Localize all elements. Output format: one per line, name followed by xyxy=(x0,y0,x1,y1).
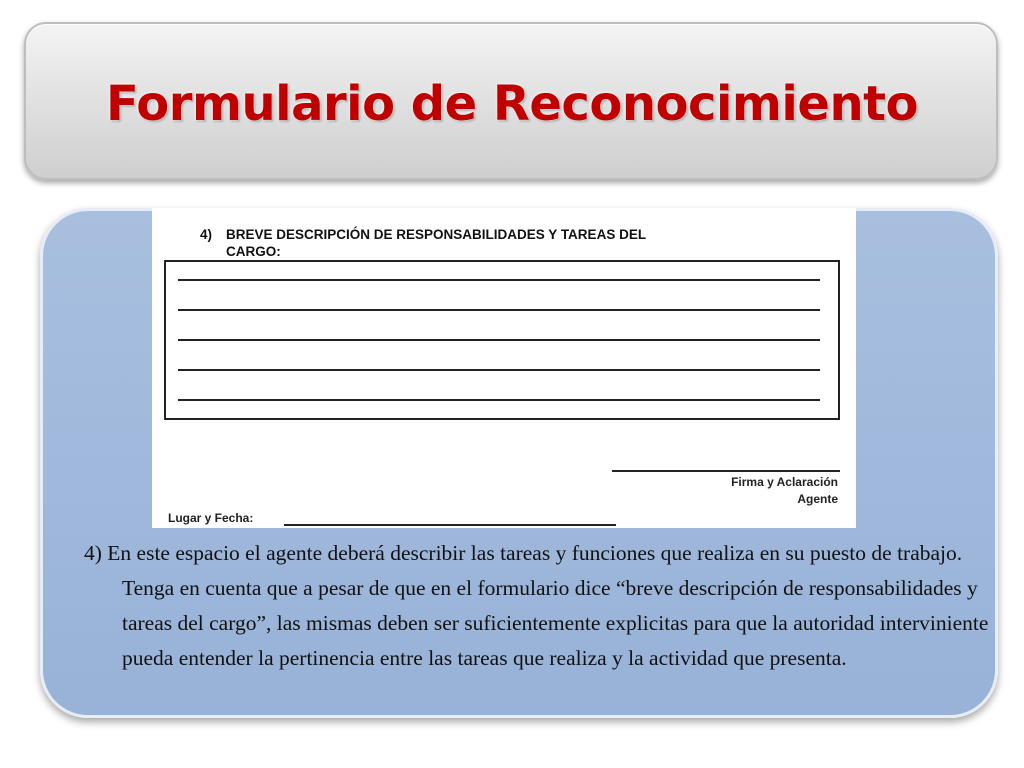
answer-line xyxy=(178,339,820,341)
place-date-label: Lugar y Fecha: xyxy=(168,511,254,525)
description-text: 4) En este espacio el agente deberá describir las tareas y funciones que realiza en su puesto de trabajo. Tenga en cuenta que a pesar de que en el formulario dice “breve descripción de responsabilidades y tareas del cargo”, las mismas deben ser suficientemente explicitas para que la autoridad interviniente pueda entender la pertinencia entre las tareas que realiza y la actividad que presenta. xyxy=(84,541,989,670)
answer-line xyxy=(178,369,820,371)
answer-box xyxy=(164,260,840,420)
answer-line xyxy=(178,309,820,311)
place-date-line xyxy=(284,524,616,526)
heading-line-2: CARGO: xyxy=(226,244,281,259)
page-title: Formulario de Reconocimiento xyxy=(105,76,919,132)
signature-label: Firma y Aclaración xyxy=(731,475,838,489)
signature-role: Agente xyxy=(797,492,838,506)
answer-line xyxy=(178,279,820,281)
section-number: 4) xyxy=(200,227,213,242)
answer-line xyxy=(178,399,820,401)
form-excerpt xyxy=(152,208,856,528)
heading-line-1: BREVE DESCRIPCIÓN DE RESPONSABILIDADES Y TAREAS DEL xyxy=(226,227,647,242)
signature-line xyxy=(612,470,840,472)
form-section-heading xyxy=(200,226,820,260)
